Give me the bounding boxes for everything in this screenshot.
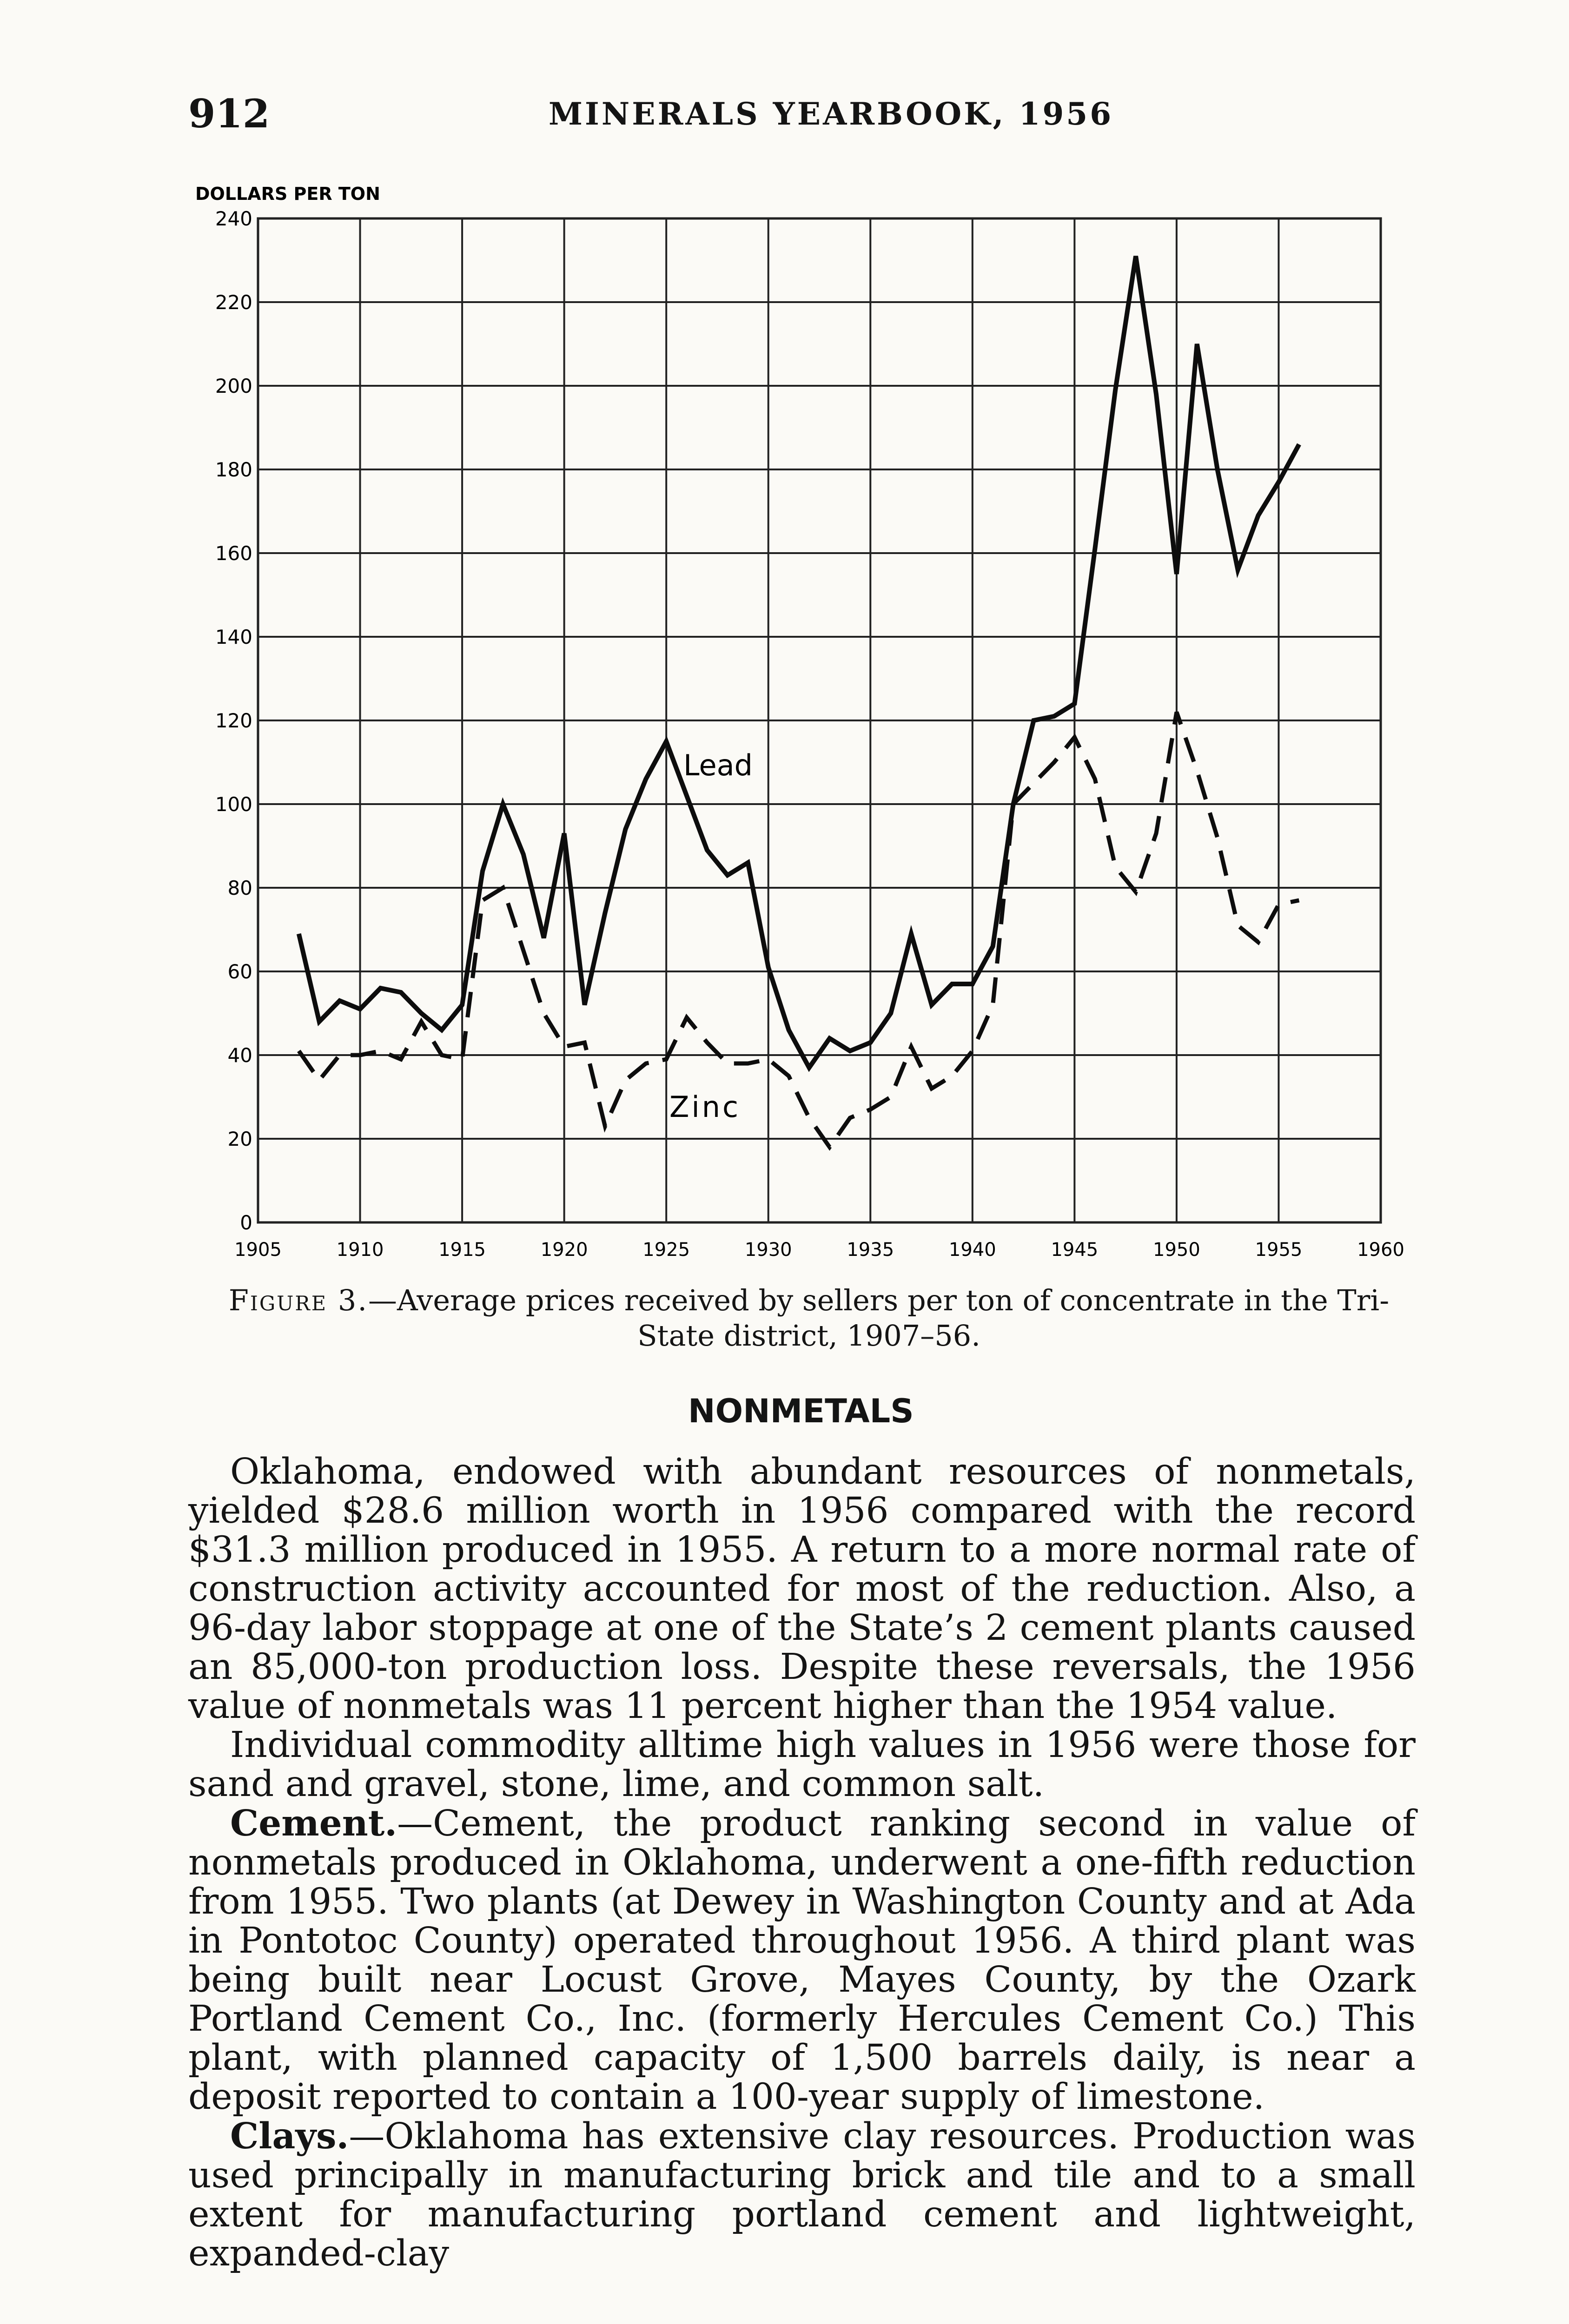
x-tick-label: 1960 xyxy=(1357,1239,1404,1261)
y-tick-label: 220 xyxy=(215,291,252,314)
y-tick-label: 40 xyxy=(227,1044,252,1067)
figure-caption xyxy=(223,1283,1395,1353)
series-line-lead xyxy=(299,256,1299,1068)
chart-series xyxy=(299,256,1299,1147)
x-tick-label: 1905 xyxy=(234,1239,282,1261)
x-tick-labels xyxy=(234,1239,1404,1261)
body-text xyxy=(188,1452,1416,2273)
y-tick-label: 240 xyxy=(215,207,252,230)
y-tick-label: 160 xyxy=(215,542,252,565)
y-tick-label: 100 xyxy=(215,793,252,816)
x-tick-label: 1955 xyxy=(1255,1239,1303,1261)
x-tick-label: 1910 xyxy=(336,1239,384,1261)
price-chart xyxy=(177,181,1432,1269)
paragraph xyxy=(188,2117,1416,2273)
y-tick-label: 200 xyxy=(215,375,252,397)
run-in-heading: Cement. xyxy=(230,1802,397,1844)
y-tick-labels xyxy=(215,207,252,1234)
figure-caption-text: —Average prices received by sellers per ton of concentrate in the Tri-State district, 1907–56. xyxy=(368,1283,1390,1353)
x-tick-label: 1920 xyxy=(540,1239,588,1261)
y-tick-label: 80 xyxy=(227,877,252,899)
paragraph-text: —Cement, the product ranking second in value of nonmetals produced in Oklahoma, underwent a one-fifth reduction from 1955. Two plants (at Dewey in Washington County and at Ada in Pontotoc County) operated throughout 1956. A third plant was being built near Locust Grove, Mayes County, by the Ozark Portland Cement Co., Inc. (formerly Hercules Cement Co.) This plant, with planned capacity of 1,500 barrels daily, is near a deposit reported to contain a 100-year supply of limestone. xyxy=(188,1803,1416,2118)
series-line-zinc xyxy=(299,712,1299,1147)
running-title: MINERALS YEARBOOK, 1956 xyxy=(549,96,1114,132)
x-tick-label: 1950 xyxy=(1153,1239,1200,1261)
y-tick-label: 60 xyxy=(227,960,252,983)
chart-grid xyxy=(258,218,1381,1222)
page-number: 912 xyxy=(188,91,270,137)
y-tick-label: 20 xyxy=(227,1128,252,1150)
series-label-zinc: Zinc xyxy=(669,1090,741,1124)
paragraph xyxy=(188,1804,1416,2117)
figure-label: Figure 3. xyxy=(228,1283,369,1317)
paragraph-text: —Oklahoma has extensive clay resources. Production was used principally in manufacturing brick and tile and to a small extent for manufacturing portland cement and lightweight, expanded-clay xyxy=(188,2116,1416,2274)
x-tick-label: 1945 xyxy=(1051,1239,1099,1261)
y-tick-label: 0 xyxy=(240,1211,252,1234)
y-tick-label: 180 xyxy=(215,458,252,481)
x-tick-label: 1935 xyxy=(847,1239,894,1261)
x-tick-label: 1925 xyxy=(642,1239,690,1261)
paragraph: Oklahoma, endowed with abundant resources of nonmetals, yielded $28.6 million worth in 1956 compared with the record $31.3 million produced in 1955. A return to a more normal rate of construction activity accounted for most of the reduction. Also, a 96-day labor stoppage at one of the State’s 2 cement plants caused an 85,000-ton production loss. Despite these reversals, the 1956 value of nonmetals was 11 percent higher than the 1954 value. xyxy=(188,1451,1416,1727)
x-tick-label: 1940 xyxy=(948,1239,996,1261)
series-label-lead: Lead xyxy=(683,748,753,782)
paragraph: Individual commodity alltime high values in 1956 were those for sand and gravel, stone, lime, and common salt. xyxy=(188,1724,1416,1805)
x-tick-label: 1915 xyxy=(438,1239,486,1261)
x-tick-label: 1930 xyxy=(744,1239,792,1261)
y-tick-label: 120 xyxy=(215,709,252,732)
run-in-heading: Clays. xyxy=(230,2115,349,2157)
section-heading: NONMETALS xyxy=(688,1392,914,1430)
y-axis-label: DOLLARS PER TON xyxy=(195,184,380,204)
y-tick-label: 140 xyxy=(215,626,252,648)
